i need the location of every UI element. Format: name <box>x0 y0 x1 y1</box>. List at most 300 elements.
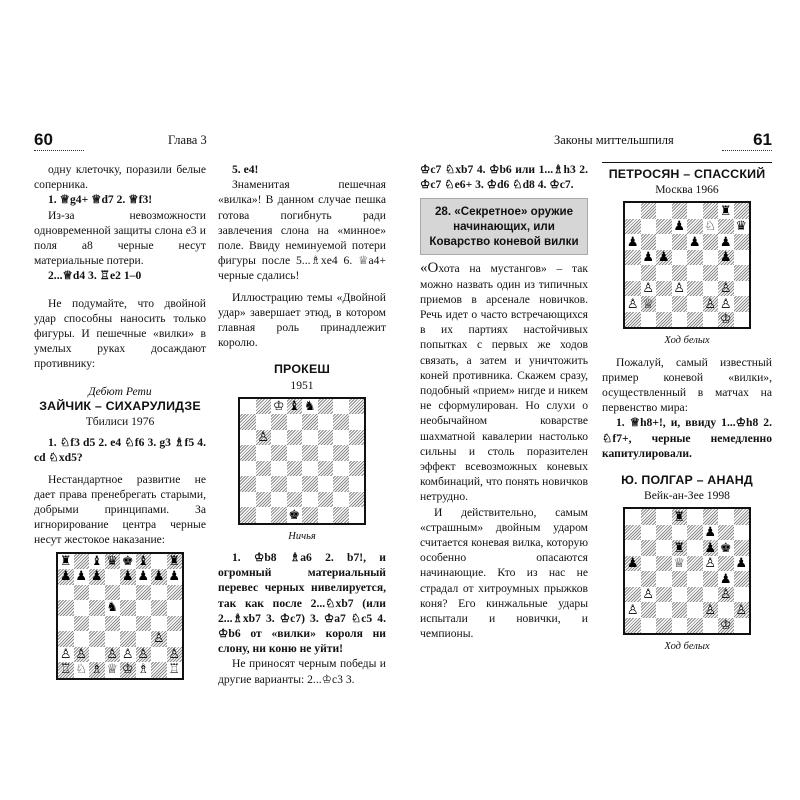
board-square <box>349 492 365 508</box>
board-square <box>703 296 719 312</box>
right-column-2 <box>602 162 772 655</box>
diagram-caption: Ход белых <box>664 641 710 653</box>
chess-piece: ♙ <box>735 602 748 618</box>
board-square <box>656 587 672 603</box>
chess-piece: ♙ <box>642 281 655 297</box>
board-square <box>703 312 719 328</box>
board-square <box>105 600 121 616</box>
chess-piece: ♙ <box>152 631 165 647</box>
board-square <box>656 540 672 556</box>
board-square <box>318 430 334 446</box>
chess-piece: ♟ <box>626 234 639 250</box>
board-square <box>167 554 183 570</box>
board-square <box>256 461 272 477</box>
board-square <box>240 507 256 523</box>
board-square <box>672 509 688 525</box>
board-square <box>256 414 272 430</box>
board-square <box>687 203 703 219</box>
board-square <box>641 602 657 618</box>
chess-piece: ♚ <box>288 507 301 523</box>
board-square <box>74 662 90 678</box>
board-square <box>302 430 318 446</box>
board-square <box>349 430 365 446</box>
board-square <box>318 507 334 523</box>
chess-piece: ♖ <box>59 662 72 678</box>
board-square <box>58 569 74 585</box>
board-square <box>703 571 719 587</box>
board-square <box>333 476 349 492</box>
game-players: Ю. ПОЛГАР – АНАНД <box>621 473 753 488</box>
board-square <box>718 250 734 266</box>
board-square <box>625 525 641 541</box>
board-square <box>734 296 750 312</box>
chess-piece: ♙ <box>59 646 72 662</box>
chess-piece: ♙ <box>719 587 732 603</box>
board-square <box>120 554 136 570</box>
chess-piece: ♙ <box>719 281 732 297</box>
board-square <box>718 296 734 312</box>
board-square <box>687 571 703 587</box>
board-square <box>734 571 750 587</box>
move-line: 2...♕d4 3. ♖e2 1–0 <box>48 269 142 283</box>
chess-piece: ♙ <box>626 602 639 618</box>
board-square <box>349 399 365 415</box>
board-square <box>333 507 349 523</box>
board-square <box>302 461 318 477</box>
board-square <box>703 281 719 297</box>
board-square <box>656 234 672 250</box>
board-square <box>136 585 152 601</box>
board-square <box>641 556 657 572</box>
chess-piece: ♟ <box>168 569 181 585</box>
board-square <box>656 219 672 235</box>
chess-piece: ♖ <box>168 662 181 678</box>
board-square <box>256 430 272 446</box>
board-square <box>625 618 641 634</box>
board-square <box>74 631 90 647</box>
board-square <box>687 556 703 572</box>
board-square <box>333 445 349 461</box>
board-square <box>151 616 167 632</box>
right-page <box>420 128 772 688</box>
board-square <box>703 525 719 541</box>
board-square <box>734 203 750 219</box>
page-number: 61 <box>753 130 772 149</box>
board-square <box>718 602 734 618</box>
board-square <box>302 476 318 492</box>
page-number: 60 <box>34 130 53 149</box>
left-page <box>34 128 387 688</box>
board-square <box>687 296 703 312</box>
chess-piece: ♟ <box>90 569 103 585</box>
board-square <box>287 476 303 492</box>
board-square <box>672 556 688 572</box>
chess-piece: ♟ <box>719 250 732 266</box>
board-square <box>89 647 105 663</box>
board-square <box>672 618 688 634</box>
board-square <box>718 587 734 603</box>
board-square <box>302 414 318 430</box>
chess-board <box>623 507 751 635</box>
board-square <box>105 569 121 585</box>
board-square <box>687 587 703 603</box>
diagram-caption: Ход белых <box>664 335 710 347</box>
chess-piece: ♟ <box>673 219 686 235</box>
board-square <box>718 312 734 328</box>
chess-piece: ♙ <box>168 646 181 662</box>
board-square <box>256 445 272 461</box>
board-square <box>672 219 688 235</box>
board-square <box>271 414 287 430</box>
board-square <box>641 219 657 235</box>
chess-piece: ♔ <box>121 662 134 678</box>
section-heading: 28. «Секретное» оружие начинающих, или Коварство коневой вилки <box>420 198 588 255</box>
board-square <box>151 662 167 678</box>
board-square <box>734 265 750 281</box>
board-square <box>672 281 688 297</box>
board-square <box>74 554 90 570</box>
header-rule <box>34 150 84 151</box>
move-line: ♔c7 ♘xb7 4. ♔b6 или 1...♗h3 2. ♔c7 ♘e6+ 3. ♔d6 ♘d8 4. ♔c7. <box>420 163 588 192</box>
board-square <box>672 571 688 587</box>
board-square <box>240 476 256 492</box>
board-square <box>734 509 750 525</box>
board-square <box>74 616 90 632</box>
board-square <box>271 445 287 461</box>
board-square <box>89 585 105 601</box>
board-square <box>734 281 750 297</box>
chess-piece: ♔ <box>272 399 285 415</box>
board-square <box>703 265 719 281</box>
board-square <box>287 507 303 523</box>
board-square <box>687 525 703 541</box>
board-square <box>136 616 152 632</box>
board-square <box>271 430 287 446</box>
board-square <box>349 507 365 523</box>
chapter-title: Законы миттельшпиля <box>554 133 674 147</box>
chess-piece: ♙ <box>719 296 732 312</box>
board-square <box>318 399 334 415</box>
chess-piece: ♗ <box>137 662 150 678</box>
board-square <box>656 312 672 328</box>
board-square <box>641 265 657 281</box>
chess-piece: ♝ <box>137 553 150 569</box>
board-square <box>271 399 287 415</box>
chess-piece: ♟ <box>75 569 88 585</box>
divider <box>602 162 772 163</box>
board-square <box>287 492 303 508</box>
chess-piece: ♟ <box>719 234 732 250</box>
board-square <box>58 616 74 632</box>
board-square <box>136 647 152 663</box>
board-square <box>625 602 641 618</box>
study-author: ПРОКЕШ <box>273 362 331 377</box>
board-square <box>734 312 750 328</box>
board-square <box>287 430 303 446</box>
chess-piece: ♙ <box>642 587 655 603</box>
chess-piece: ♟ <box>688 234 701 250</box>
board-square <box>89 569 105 585</box>
chess-piece: ♘ <box>75 662 88 678</box>
chess-piece: ♙ <box>626 296 639 312</box>
board-square <box>687 540 703 556</box>
board-square <box>641 571 657 587</box>
chess-piece: ♟ <box>152 569 165 585</box>
board-square <box>672 250 688 266</box>
game-players: ЗАЙЧИК – СИХАРУЛИДЗЕ <box>39 398 201 413</box>
chess-piece: ♟ <box>59 569 72 585</box>
board-square <box>718 509 734 525</box>
chess-piece: ♟ <box>137 569 150 585</box>
board-square <box>167 569 183 585</box>
paragraph: Пожалуй, самый известный пример коневой «вилки», осуществленный в матчах на первенство мира: <box>602 355 772 415</box>
board-square <box>318 445 334 461</box>
board-square <box>120 569 136 585</box>
move-line: 1. ♕g4+ ♕d7 2. ♕f3! <box>48 193 153 207</box>
board-square <box>672 540 688 556</box>
board-square <box>151 647 167 663</box>
drop-cap: «О <box>420 260 439 277</box>
diagram-caption: Ничья <box>288 530 316 542</box>
board-square <box>625 540 641 556</box>
board-square <box>672 234 688 250</box>
board-square <box>105 647 121 663</box>
board-square <box>672 602 688 618</box>
board-square <box>89 662 105 678</box>
chess-piece: ♙ <box>106 646 119 662</box>
board-square <box>333 399 349 415</box>
board-square <box>58 631 74 647</box>
chess-piece: ♚ <box>719 540 732 556</box>
board-square <box>74 585 90 601</box>
chess-piece: ♕ <box>106 662 119 678</box>
board-square <box>718 265 734 281</box>
board-square <box>641 618 657 634</box>
board-square <box>105 662 121 678</box>
board-square <box>318 414 334 430</box>
board-square <box>349 414 365 430</box>
board-square <box>641 250 657 266</box>
board-square <box>656 296 672 312</box>
board-square <box>625 509 641 525</box>
paragraph: Не приносят черным победы и другие варианты: 2...♔c3 3. <box>218 657 386 686</box>
move-line: 1. ♘f3 d5 2. e4 ♘f6 3. g3 ♗f5 4. cd ♘xd5? <box>34 436 206 465</box>
move-line: 1. ♕h8+!, и, ввиду 1...♔h8 2. ♘f7+, черные немедленно капитулировали. <box>602 416 772 460</box>
board-square <box>734 587 750 603</box>
board-square <box>240 430 256 446</box>
board-square <box>734 556 750 572</box>
paragraph: одну клеточку, поразили белые соперника. <box>34 163 206 192</box>
board-square <box>656 203 672 219</box>
board-square <box>718 234 734 250</box>
board-square <box>718 571 734 587</box>
game-players: ПЕТРОСЯН – СПАССКИЙ <box>608 167 766 181</box>
study-year: 1951 <box>290 378 314 392</box>
board-square <box>136 662 152 678</box>
board-square <box>687 618 703 634</box>
chess-piece: ♙ <box>704 556 717 572</box>
board-square <box>656 525 672 541</box>
chess-piece: ♔ <box>719 312 732 328</box>
board-square <box>120 585 136 601</box>
chess-piece: ♜ <box>719 203 732 219</box>
board-square <box>687 312 703 328</box>
chess-piece: ♔ <box>719 618 732 634</box>
board-square <box>318 476 334 492</box>
board-square <box>333 492 349 508</box>
board-square <box>734 525 750 541</box>
board-square <box>734 219 750 235</box>
board-square <box>271 492 287 508</box>
board-square <box>625 296 641 312</box>
board-square <box>151 554 167 570</box>
board-square <box>625 587 641 603</box>
board-square <box>58 662 74 678</box>
board-square <box>625 219 641 235</box>
board-square <box>641 203 657 219</box>
chess-piece: ♝ <box>288 399 301 415</box>
board-square <box>74 600 90 616</box>
right-page-header <box>420 128 772 154</box>
board-square <box>302 507 318 523</box>
board-square <box>625 265 641 281</box>
board-square <box>240 414 256 430</box>
board-square <box>703 618 719 634</box>
board-square <box>641 540 657 556</box>
board-square <box>287 461 303 477</box>
chess-piece: ♝ <box>90 553 103 569</box>
board-square <box>105 631 121 647</box>
chess-piece: ♜ <box>59 553 72 569</box>
chapter-title: Глава 3 <box>168 133 207 147</box>
chess-piece: ♞ <box>106 600 119 616</box>
board-square <box>74 569 90 585</box>
board-square <box>167 647 183 663</box>
board-square <box>656 281 672 297</box>
board-square <box>672 525 688 541</box>
paragraph: Из-за невозможности одновременной защиты слона е3 и поля а8 черные несут материальные потери. <box>34 208 206 268</box>
board-square <box>349 461 365 477</box>
board-square <box>656 602 672 618</box>
board-square <box>349 476 365 492</box>
board-square <box>687 219 703 235</box>
left-column-2 <box>218 162 386 687</box>
opening-name: Дебют Рети <box>88 384 152 398</box>
board-square <box>136 631 152 647</box>
board-square <box>703 203 719 219</box>
board-square <box>703 587 719 603</box>
board-square <box>718 618 734 634</box>
board-square <box>167 662 183 678</box>
board-square <box>302 399 318 415</box>
board-square <box>240 399 256 415</box>
chess-piece: ♕ <box>642 296 655 312</box>
board-square <box>151 631 167 647</box>
board-square <box>318 492 334 508</box>
game-place: Вейк-ан-Зее 1998 <box>644 489 730 503</box>
board-square <box>256 507 272 523</box>
board-square <box>167 600 183 616</box>
chess-piece: ♜ <box>673 509 686 525</box>
board-square <box>625 571 641 587</box>
board-square <box>625 203 641 219</box>
chess-piece: ♛ <box>106 553 119 569</box>
board-square <box>240 461 256 477</box>
chess-piece: ♙ <box>673 281 686 297</box>
chess-piece: ♘ <box>704 219 717 235</box>
board-square <box>625 234 641 250</box>
board-square <box>641 296 657 312</box>
board-square <box>656 509 672 525</box>
chess-piece: ♟ <box>642 250 655 266</box>
board-square <box>656 250 672 266</box>
board-square <box>105 585 121 601</box>
board-square <box>58 647 74 663</box>
board-square <box>89 600 105 616</box>
board-square <box>687 281 703 297</box>
board-square <box>120 600 136 616</box>
chess-piece: ♟ <box>626 556 639 572</box>
board-square <box>302 492 318 508</box>
move-line: 1. ♔b8 ♗a6 2. b7!, и огромный материальный перевес черных нивелируется, так как после 2...♘xb7 (или 2...♗xb7 3. ♔c7) 3. ♔a7 ♘c5 4. ♔b6 от «вилки» короля ни слону, ни коню не уйти! <box>218 551 386 656</box>
board-square <box>151 569 167 585</box>
chess-piece: ♙ <box>75 646 88 662</box>
board-square <box>672 312 688 328</box>
chess-piece: ♙ <box>704 602 717 618</box>
right-column-1 <box>420 162 588 641</box>
board-square <box>656 618 672 634</box>
board-square <box>641 587 657 603</box>
board-square <box>318 461 334 477</box>
header-rule <box>722 150 772 151</box>
board-square <box>271 461 287 477</box>
board-square <box>625 281 641 297</box>
board-square <box>136 600 152 616</box>
board-square <box>89 554 105 570</box>
board-square <box>349 445 365 461</box>
board-square <box>641 234 657 250</box>
board-square <box>625 556 641 572</box>
paragraph: хота на мустангов» – так можно назвать один из типичных приемов в арсенале новичков. Речь идет о часто встречающихся в их партиях настойчивых попытках с первых же ходов связать, а затем и уничтожить коней противника. Скажем сразу, подобный «прием» нигде и никем не сформулирован. Но слухи о необычайном коварстве шахматной кавалерии настолько сильны и столь поразителен эффект всевозможных коневых комбинаций, что понять новичков нетрудно. <box>420 262 588 504</box>
board-square <box>718 525 734 541</box>
paragraph: И действительно, самым «страшным» двойным ударом считается коневая вилка, которую особенно опасаются начинающие. Кто из нас не страдал от хитроумных прыжков коня? Его кинжальные удары испытали и новички, и чемпионы. <box>420 505 588 641</box>
board-square <box>703 509 719 525</box>
board-square <box>687 250 703 266</box>
board-square <box>287 414 303 430</box>
chess-piece: ♟ <box>704 540 717 556</box>
board-square <box>333 430 349 446</box>
chess-board <box>623 201 751 329</box>
board-square <box>287 445 303 461</box>
chess-piece: ♚ <box>121 553 134 569</box>
board-square <box>240 445 256 461</box>
board-square <box>136 554 152 570</box>
board-square <box>734 540 750 556</box>
board-square <box>287 399 303 415</box>
board-square <box>105 554 121 570</box>
board-square <box>656 571 672 587</box>
chess-piece: ♟ <box>121 569 134 585</box>
board-square <box>656 265 672 281</box>
board-square <box>734 602 750 618</box>
board-square <box>625 312 641 328</box>
board-square <box>256 399 272 415</box>
board-square <box>58 585 74 601</box>
board-square <box>656 556 672 572</box>
board-square <box>167 616 183 632</box>
board-square <box>641 281 657 297</box>
chess-board <box>238 397 366 525</box>
